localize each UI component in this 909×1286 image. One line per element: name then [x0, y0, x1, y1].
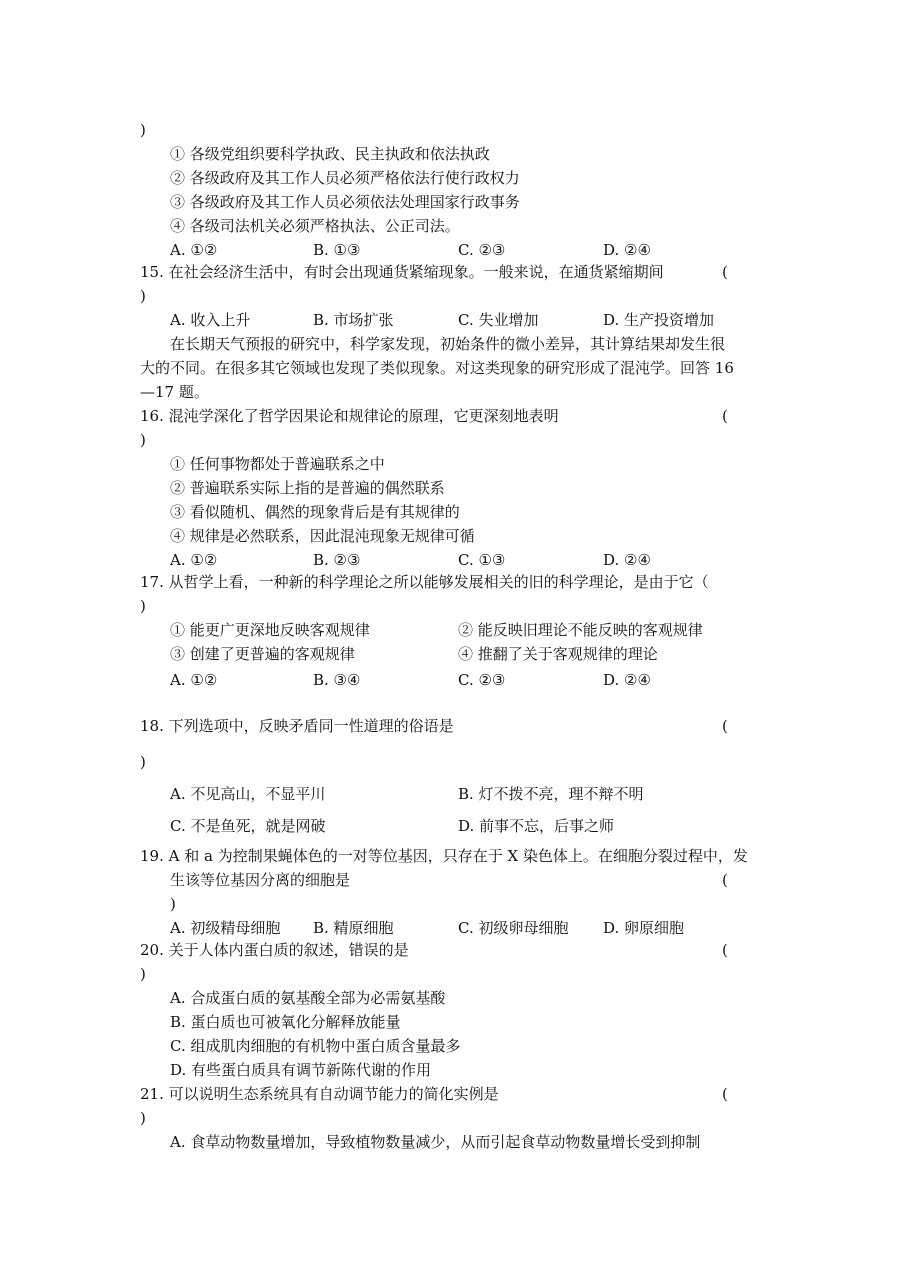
- text-segment: (: [722, 941, 728, 959]
- text-segment: ② 普遍联系实际上指的是普遍的偶然联系: [170, 479, 445, 497]
- text-segment: B. 灯不拨不亮，理不辩不明: [458, 785, 644, 803]
- text-segment: 16. 混沌学深化了哲学因果论和规律论的原理，它更深刻地表明: [140, 407, 559, 425]
- text-line: [0, 892, 909, 916]
- text-line: [0, 750, 909, 774]
- text-segment: ② 各级政府及其工作人员必须严格依法行使行政权力: [170, 169, 520, 187]
- text-segment: C. 组成肌肉细胞的有机物中蛋白质含量最多: [170, 1037, 461, 1055]
- text-segment: A. ①②: [170, 241, 218, 259]
- text-line: [0, 1082, 909, 1106]
- text-segment: ① 各级党组织要科学执政、民主执政和依法执政: [170, 145, 490, 163]
- text-segment: (: [722, 871, 728, 889]
- text-line: [0, 570, 909, 594]
- text-segment: 生该等位基因分离的细胞是: [170, 871, 351, 889]
- text-line: [0, 356, 909, 380]
- text-segment: ④ 规律是必然联系，因此混沌现象无规律可循: [170, 527, 475, 545]
- text-line: [0, 844, 909, 868]
- text-segment: ③ 各级政府及其工作人员必须依法处理国家行政事务: [170, 193, 520, 211]
- text-segment: (: [722, 717, 728, 735]
- text-line: [0, 1106, 909, 1130]
- text-line: [0, 190, 909, 214]
- text-line: [0, 1010, 909, 1034]
- text-segment: ): [140, 1109, 146, 1127]
- text-line: [0, 814, 909, 838]
- text-segment: 21. 可以说明生态系统具有自动调节能力的简化实例是: [140, 1085, 499, 1103]
- text-segment: B. ①③: [313, 241, 361, 259]
- text-segment: (: [722, 263, 728, 281]
- text-line: [0, 452, 909, 476]
- text-line: [0, 668, 909, 692]
- text-segment: ④ 各级司法机关必须严格执法、公正司法。: [170, 217, 460, 235]
- text-line: [0, 868, 909, 892]
- text-segment: A. ①②: [170, 551, 218, 569]
- text-segment: 19. A 和 a 为控制果蝇体色的一对等位基因，只存在于 X 染色体上。在细胞分裂过程中，发: [140, 847, 748, 865]
- text-segment: 20. 关于人体内蛋白质的叙述，错误的是: [140, 941, 409, 959]
- text-segment: C. ②③: [458, 671, 506, 689]
- text-line: [0, 500, 909, 524]
- text-segment: D. ②④: [603, 671, 651, 689]
- text-line: [0, 548, 909, 572]
- text-segment: ): [140, 753, 146, 771]
- text-line: [0, 428, 909, 452]
- text-segment: C. 失业增加: [458, 311, 539, 329]
- text-segment: B. 蛋白质也可被氧化分解释放能量: [170, 1013, 401, 1031]
- text-segment: A. 不见高山，不显平川: [170, 785, 326, 803]
- text-segment: ): [140, 121, 146, 139]
- text-segment: D. 卵原细胞: [603, 919, 685, 937]
- text-segment: 17. 从哲学上看，一种新的科学理论之所以能够发展相关的旧的科学理论，是由于它（: [140, 573, 709, 591]
- text-segment: ① 任何事物都处于普遍联系之中: [170, 455, 385, 473]
- text-segment: A. 食草动物数量增加，导致植物数量减少，从而引起食草动物数量增长受到抑制: [170, 1133, 701, 1151]
- text-line: [0, 380, 909, 404]
- text-line: [0, 142, 909, 166]
- text-line: [0, 642, 909, 666]
- text-segment: ): [170, 895, 176, 913]
- text-segment: D. ②④: [603, 551, 651, 569]
- text-line: [0, 782, 909, 806]
- text-line: [0, 1058, 909, 1082]
- text-segment: 大的不同。在很多其它领域也发现了类似现象。对这类现象的研究形成了混沌学。回答 16: [140, 359, 734, 377]
- text-line: [0, 1034, 909, 1058]
- text-segment: (: [722, 1085, 728, 1103]
- text-line: [0, 404, 909, 428]
- text-segment: 在长期天气预报的研究中，科学家发现，初始条件的微小差异，其计算结果却发生很: [170, 335, 726, 353]
- text-segment: ): [140, 287, 146, 305]
- text-segment: ③ 创建了更普遍的客观规律: [170, 645, 355, 663]
- text-segment: D. ②④: [603, 241, 651, 259]
- text-segment: (: [722, 407, 728, 425]
- text-line: [0, 118, 909, 142]
- text-line: [0, 986, 909, 1010]
- text-segment: ③ 看似随机、偶然的现象背后是有其规律的: [170, 503, 460, 521]
- text-line: [0, 916, 909, 940]
- text-segment: ): [140, 965, 146, 983]
- text-line: [0, 166, 909, 190]
- text-line: [0, 284, 909, 308]
- text-segment: ): [140, 431, 146, 449]
- text-line: [0, 714, 909, 738]
- text-segment: B. 市场扩张: [313, 311, 394, 329]
- text-segment: A. ①②: [170, 671, 218, 689]
- text-segment: 15. 在社会经济生活中，有时会出现通货紧缩现象。一般来说，在通货紧缩期间: [140, 263, 664, 281]
- text-segment: C. ①③: [458, 551, 506, 569]
- text-line: [0, 1130, 909, 1154]
- text-segment: A. 初级精母细胞: [170, 919, 281, 937]
- text-line: [0, 238, 909, 262]
- text-line: [0, 962, 909, 986]
- text-segment: C. ②③: [458, 241, 506, 259]
- text-line: [0, 938, 909, 962]
- text-segment: D. 前事不忘，后事之师: [458, 817, 615, 835]
- text-segment: 18. 下列选项中，反映矛盾同一性道理的俗语是: [140, 717, 454, 735]
- text-line: [0, 214, 909, 238]
- text-segment: ④ 推翻了关于客观规律的理论: [458, 645, 658, 663]
- text-segment: A. 合成蛋白质的氨基酸全部为必需氨基酸: [170, 989, 446, 1007]
- text-line: [0, 594, 909, 618]
- text-segment: ② 能反映旧理论不能反映的客观规律: [458, 621, 703, 639]
- text-segment: C. 初级卵母细胞: [458, 919, 569, 937]
- text-line: [0, 618, 909, 642]
- text-segment: —17 题。: [140, 383, 209, 401]
- text-segment: D. 有些蛋白质具有调节新陈代谢的作用: [170, 1061, 432, 1079]
- text-segment: B. ②③: [313, 551, 361, 569]
- text-line: [0, 260, 909, 284]
- text-segment: ① 能更广更深地反映客观规律: [170, 621, 370, 639]
- text-segment: A. 收入上升: [170, 311, 251, 329]
- text-line: [0, 524, 909, 548]
- text-line: [0, 308, 909, 332]
- text-segment: B. ③④: [313, 671, 361, 689]
- text-segment: ): [140, 597, 146, 615]
- text-line: [0, 476, 909, 500]
- text-segment: D. 生产投资增加: [603, 311, 715, 329]
- text-segment: B. 精原细胞: [313, 919, 394, 937]
- text-line: [0, 332, 909, 356]
- text-segment: C. 不是鱼死，就是网破: [170, 817, 326, 835]
